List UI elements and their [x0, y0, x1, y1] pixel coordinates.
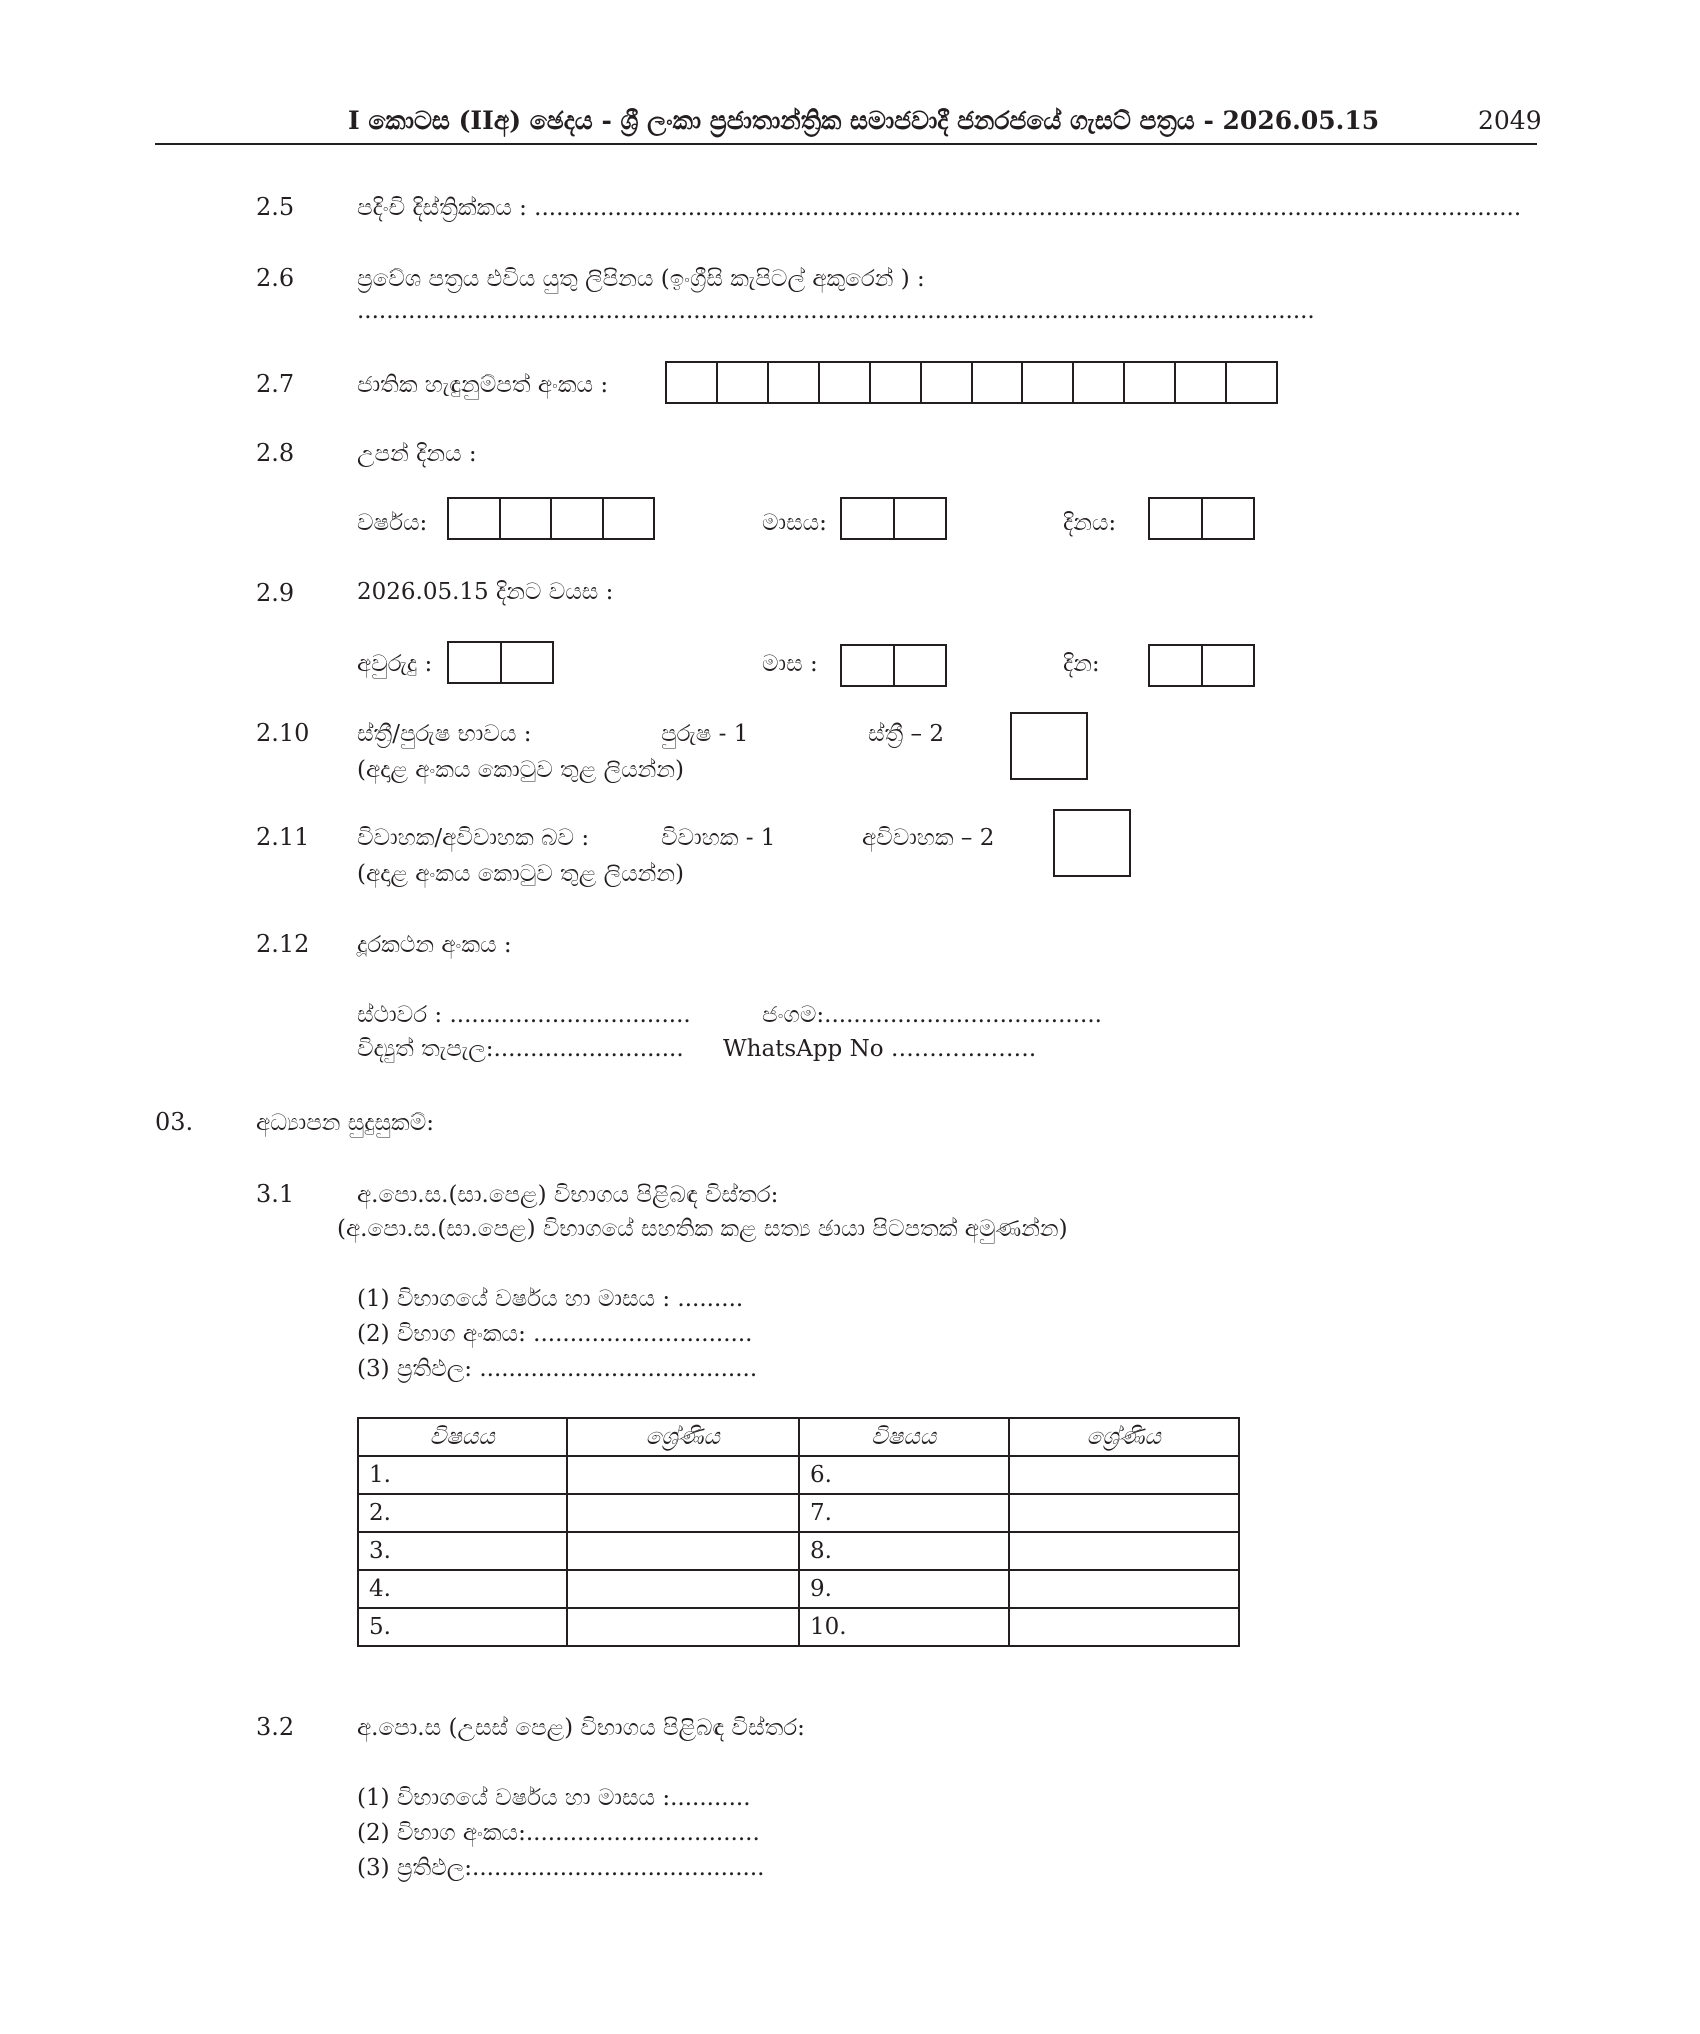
- age-days-boxes[interactable]: [1148, 644, 1255, 687]
- subject-column-header: විෂයය: [358, 1418, 567, 1456]
- dob-day-label: දිනය:: [1063, 510, 1117, 536]
- page-header-title: I කොටස (IIඅ) ඡෙදය - ශ්‍රී ලංකා ප්‍රජාතාන්ත්‍රික සමාජවාදී ජනරජයේ ගැසට් පත්‍රය - 2026.05.15: [348, 106, 1380, 135]
- marital-note: (අදාළ අංකය කොටුව තුළ ලියන්න): [357, 861, 684, 887]
- item-number-2-8: 2.8: [256, 439, 295, 467]
- grade-column-header: ශ්‍රේණිය: [1009, 1418, 1240, 1456]
- table-row: [358, 1532, 1239, 1570]
- grade-cell[interactable]: [567, 1570, 799, 1608]
- age-label: 2026.05.15 දිනට වයස :: [357, 579, 614, 605]
- header-rule: [155, 143, 1537, 145]
- grade-cell[interactable]: [1009, 1608, 1240, 1646]
- al-exam-year-field[interactable]: (1) විභාගයේ වර්ෂය හා මාසය :...........: [357, 1785, 751, 1811]
- admission-address-label: ප්‍රවේශ පත්‍රය එවිය යුතු ලිපිනය (ඉංග්‍රීසි කැපිටල් අකුරෙන් ) :: [357, 266, 925, 292]
- nic-number-label: ජාතික හැඳුනුම්පත් අංකය :: [357, 372, 609, 398]
- marital-option-unmarried: අවිවාහක – 2: [862, 825, 995, 851]
- age-months-boxes[interactable]: [840, 644, 947, 687]
- ol-exam-note: (අ.පො.ස.(සා.පෙළ) විභාගයේ සහතික කළ සත්‍ය ඡායා පිටපතක් අමුණන්න): [337, 1216, 1068, 1242]
- age-years-label: අවුරුදු :: [357, 651, 433, 677]
- grade-cell[interactable]: [567, 1494, 799, 1532]
- dob-month-boxes[interactable]: [840, 497, 947, 540]
- item-number-2-6: 2.6: [256, 264, 295, 292]
- dob-year-label: වර්ෂය:: [357, 510, 428, 536]
- subject-cell[interactable]: 7.: [799, 1494, 1009, 1532]
- item-number-2-11: 2.11: [256, 823, 310, 851]
- dob-year-boxes[interactable]: [447, 497, 655, 540]
- ol-exam-heading: අ.පො.ස.(සා.පෙළ) විභාගය පිළිබඳ විස්තර:: [357, 1182, 779, 1208]
- date-of-birth-label: උපන් දිනය :: [357, 441, 477, 467]
- grade-cell[interactable]: [567, 1608, 799, 1646]
- subject-column-header: විෂයය: [799, 1418, 1009, 1456]
- item-number-2-5: 2.5: [256, 193, 295, 221]
- subject-cell[interactable]: 10.: [799, 1608, 1009, 1646]
- al-exam-index-field[interactable]: (2) විභාග අංකය:................................: [357, 1820, 760, 1846]
- grade-cell[interactable]: [1009, 1570, 1240, 1608]
- age-days-label: දින:: [1063, 651, 1100, 677]
- grade-column-header: ශ්‍රේණිය: [567, 1418, 799, 1456]
- table-header-row: [358, 1418, 1239, 1456]
- item-number-2-9: 2.9: [256, 579, 295, 607]
- gender-option-male: පුරුෂ - 1: [661, 721, 749, 747]
- dob-day-boxes[interactable]: [1148, 497, 1255, 540]
- grade-cell[interactable]: [567, 1532, 799, 1570]
- grade-cell[interactable]: [1009, 1456, 1240, 1494]
- table-row: [358, 1570, 1239, 1608]
- subject-cell[interactable]: 8.: [799, 1532, 1009, 1570]
- section-number-03: 03.: [155, 1108, 194, 1136]
- gender-input-box[interactable]: [1010, 712, 1088, 780]
- subject-cell[interactable]: 9.: [799, 1570, 1009, 1608]
- item-number-3-1: 3.1: [256, 1180, 295, 1208]
- mobile-field[interactable]: ජංගම:......................................: [762, 1002, 1102, 1028]
- subject-cell[interactable]: 1.: [358, 1456, 567, 1494]
- marital-option-married: විවාහක - 1: [661, 825, 776, 851]
- telephone-label: දූරකථන අංකය :: [357, 932, 512, 958]
- gender-label: ස්ත්‍රී/පුරුෂ භාවය :: [357, 721, 532, 747]
- ol-exam-year-field[interactable]: (1) විභාගයේ වර්ෂය හා මාසය : .........: [357, 1286, 744, 1312]
- table-row: [358, 1456, 1239, 1494]
- ol-exam-results-field[interactable]: (3) ප්‍රතිඵල: ......................................: [357, 1356, 758, 1382]
- subject-cell[interactable]: 4.: [358, 1570, 567, 1608]
- subject-cell[interactable]: 3.: [358, 1532, 567, 1570]
- item-number-2-7: 2.7: [256, 370, 295, 398]
- gender-option-female: ස්ත්‍රී – 2: [868, 721, 944, 747]
- page-number: 2049: [1478, 106, 1542, 135]
- item-number-3-2: 3.2: [256, 1713, 295, 1741]
- grade-cell[interactable]: [567, 1456, 799, 1494]
- al-exam-results-field[interactable]: (3) ප්‍රතිඵල:........................................: [357, 1855, 765, 1881]
- age-years-boxes[interactable]: [447, 641, 554, 684]
- ol-exam-index-field[interactable]: (2) විභාග අංකය: ..............................: [357, 1321, 753, 1347]
- education-qualifications-heading: අධ්‍යාපන සුදුසුකම්:: [256, 1110, 435, 1136]
- marital-input-box[interactable]: [1053, 809, 1131, 877]
- subject-cell[interactable]: 6.: [799, 1456, 1009, 1494]
- table-row: [358, 1494, 1239, 1532]
- email-field[interactable]: විද්‍යුත් තැපැල:..........................: [357, 1036, 684, 1062]
- admission-address-field[interactable]: ...................................................................................................................................: [357, 298, 1315, 324]
- item-number-2-10: 2.10: [256, 719, 310, 747]
- subject-cell[interactable]: 5.: [358, 1608, 567, 1646]
- grade-cell[interactable]: [1009, 1532, 1240, 1570]
- grade-cell[interactable]: [1009, 1494, 1240, 1532]
- whatsapp-field[interactable]: WhatsApp No ……………….: [723, 1036, 1037, 1062]
- landline-field[interactable]: ස්ථාවර : .................................: [357, 1002, 691, 1028]
- residential-district-field[interactable]: පදිංචි දිස්ත්‍රික්කය : .......................................................................................................................................: [357, 195, 1522, 221]
- marital-status-label: විවාහක/අවිවාහක බව :: [357, 825, 590, 851]
- nic-number-boxes[interactable]: [665, 361, 1278, 404]
- dob-month-label: මාසය:: [762, 510, 827, 536]
- item-number-2-12: 2.12: [256, 930, 310, 958]
- age-months-label: මාස :: [762, 651, 818, 677]
- subject-cell[interactable]: 2.: [358, 1494, 567, 1532]
- gender-note: (අදාළ අංකය කොටුව තුළ ලියන්න): [357, 757, 684, 783]
- al-exam-heading: අ.පො.ස (උසස් පෙළ) විභාගය පිළිබඳ විස්තර:: [357, 1715, 805, 1741]
- table-row: [358, 1608, 1239, 1646]
- ol-results-table: [357, 1417, 1240, 1647]
